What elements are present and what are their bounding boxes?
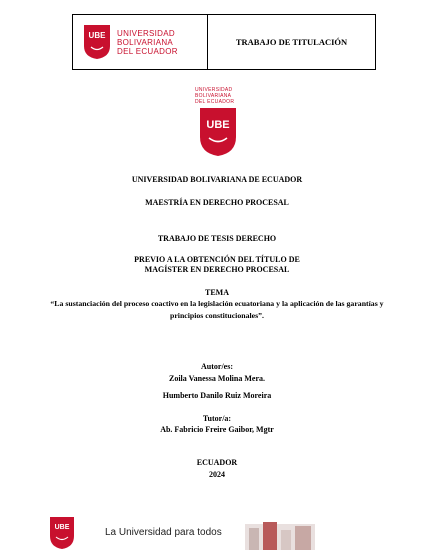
header-section-title: TRABAJO DE TITULACIÓN [235, 37, 348, 47]
program-name: MAESTRÍA EN DERECHO PROCESAL [145, 198, 289, 207]
center-logo [187, 87, 249, 157]
building-image [245, 518, 315, 550]
footer [49, 516, 389, 550]
purpose-line-1: PREVIO A LA OBTENCIÓN DEL TÍTULO DE [134, 255, 300, 264]
logo-abbr: UBE [206, 119, 230, 131]
logo-university-name: UNIVERSIDAD BOLIVARIANA DEL ECUADOR [195, 87, 235, 105]
author-2: Humberto Danilo Ruiz Moreira [162, 391, 272, 400]
header-abbr: UBE [88, 31, 106, 40]
ube-shield-logo-icon [199, 107, 237, 157]
footer-abbr: UBE [54, 524, 70, 531]
footer-shield-icon [49, 516, 75, 550]
work-type: TRABAJO DE TESIS DERECHO [157, 234, 277, 243]
tema-label: TEMA [205, 288, 229, 297]
authors-label: Autor/es: [201, 362, 233, 371]
country: ECUADOR [196, 458, 238, 467]
tema-text: “La sustanciación del proceso coactivo en la legislación ecuatoriana y la aplicación de las garantías y principios constitucionales”. [50, 299, 384, 320]
year: 2024 [209, 470, 225, 479]
header-table [72, 14, 376, 70]
tutor-label: Tutor/a: [202, 414, 232, 423]
header-logo [73, 15, 208, 69]
author-1: Zoila Vanessa Molina Mera. [168, 374, 265, 383]
tutor-name: Ab. Fabricio Freire Gaibor, Mgtr [160, 425, 274, 434]
purpose-line-2: MAGÍSTER EN DERECHO PROCESAL [144, 265, 290, 274]
university-name: UNIVERSIDAD BOLIVARIANA DE ECUADOR [131, 175, 303, 184]
header-university-name: UNIVERSIDAD BOLIVARIANA DEL ECUADOR [117, 28, 178, 56]
ube-shield-icon [83, 24, 111, 60]
footer-slogan: La Universidad para todos [105, 527, 222, 538]
